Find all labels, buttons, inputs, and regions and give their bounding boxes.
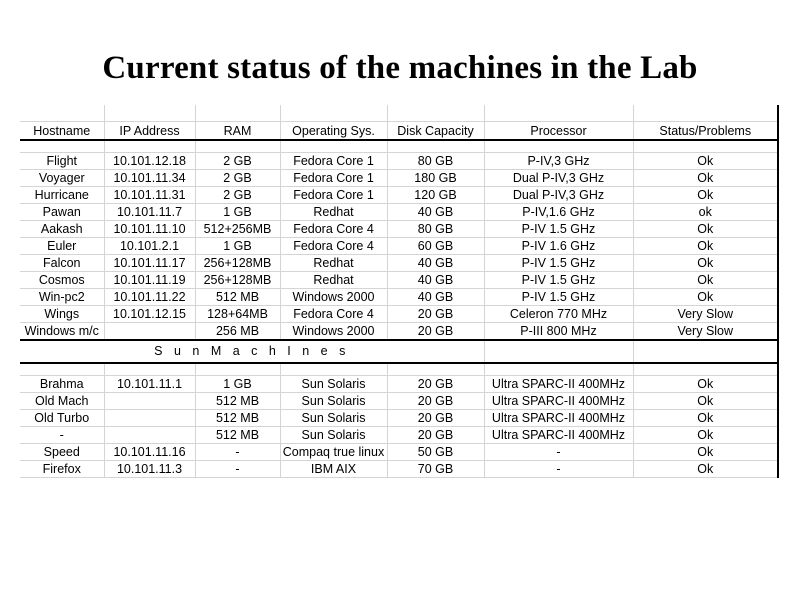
operating-sys-cell: Fedora Core 4	[280, 238, 387, 255]
disk-capacity-cell: 20 GB	[387, 427, 484, 444]
status-cell: Ok	[633, 393, 778, 410]
processor-cell: P-IV 1.5 GHz	[484, 272, 633, 289]
operating-sys-cell: Fedora Core 1	[280, 153, 387, 170]
ip-address-cell: 10.101.11.22	[104, 289, 195, 306]
empty-cell	[195, 363, 280, 376]
empty-cell	[280, 140, 387, 153]
empty-cell	[633, 105, 778, 122]
empty-cell	[484, 140, 633, 153]
operating-sys-cell: Windows 2000	[280, 323, 387, 341]
operating-sys-cell: Fedora Core 4	[280, 221, 387, 238]
ram-cell: 256+128MB	[195, 272, 280, 289]
operating-sys-cell: Sun Solaris	[280, 410, 387, 427]
empty-cell	[280, 363, 387, 376]
ip-address-cell: 10.101.12.18	[104, 153, 195, 170]
hostname-cell: Old Mach	[20, 393, 104, 410]
disk-capacity-cell: 50 GB	[387, 444, 484, 461]
disk-capacity-cell: 40 GB	[387, 272, 484, 289]
disk-capacity-cell: 20 GB	[387, 376, 484, 393]
ip-address-header: IP Address	[104, 122, 195, 141]
processor-cell: Ultra SPARC-II 400MHz	[484, 376, 633, 393]
table-row	[20, 306, 778, 323]
hostname-cell: Flight	[20, 153, 104, 170]
operating-sys-cell: IBM AIX	[280, 461, 387, 478]
hostname-cell: Falcon	[20, 255, 104, 272]
table-row	[20, 272, 778, 289]
ram-header: RAM	[195, 122, 280, 141]
disk-capacity-cell: 80 GB	[387, 221, 484, 238]
disk-capacity-cell: 20 GB	[387, 393, 484, 410]
operating-sys-cell: Windows 2000	[280, 289, 387, 306]
disk-capacity-cell: 80 GB	[387, 153, 484, 170]
status-cell: Very Slow	[633, 323, 778, 341]
ip-address-cell	[104, 427, 195, 444]
table-row	[20, 289, 778, 306]
hostname-cell: Voyager	[20, 170, 104, 187]
empty-cell	[104, 140, 195, 153]
ram-cell: 512+256MB	[195, 221, 280, 238]
status-cell: ok	[633, 204, 778, 221]
ram-cell: -	[195, 461, 280, 478]
hostname-cell: Hurricane	[20, 187, 104, 204]
processor-cell: Ultra SPARC-II 400MHz	[484, 427, 633, 444]
ip-address-cell: 10.101.11.1	[104, 376, 195, 393]
ram-cell: -	[195, 444, 280, 461]
empty-cell	[280, 105, 387, 122]
ram-cell: 128+64MB	[195, 306, 280, 323]
hostname-cell: Firefox	[20, 461, 104, 478]
disk-capacity-cell: 20 GB	[387, 323, 484, 341]
empty-cell	[387, 363, 484, 376]
ram-cell: 512 MB	[195, 289, 280, 306]
status-cell: Ok	[633, 221, 778, 238]
table-row	[20, 255, 778, 272]
processor-cell: Celeron 770 MHz	[484, 306, 633, 323]
operating-sys-cell: Redhat	[280, 255, 387, 272]
empty-cell	[387, 105, 484, 122]
status-cell: Ok	[633, 376, 778, 393]
table-row	[20, 323, 778, 341]
table-row	[20, 444, 778, 461]
ip-address-cell: 10.101.11.10	[104, 221, 195, 238]
hostname-cell: Wings	[20, 306, 104, 323]
disk-capacity-cell: 20 GB	[387, 410, 484, 427]
machines-table	[20, 105, 779, 478]
disk-capacity-cell: 120 GB	[387, 187, 484, 204]
operating-sys-cell: Fedora Core 1	[280, 170, 387, 187]
empty-cell	[633, 140, 778, 153]
disk-capacity-header: Disk Capacity	[387, 122, 484, 141]
processor-cell: P-III 800 MHz	[484, 323, 633, 341]
processor-cell: Dual P-IV,3 GHz	[484, 187, 633, 204]
hostname-cell: Old Turbo	[20, 410, 104, 427]
section-label: S u n M a c h I n e s	[20, 340, 484, 363]
hostname-cell: Pawan	[20, 204, 104, 221]
processor-header: Processor	[484, 122, 633, 141]
processor-cell: -	[484, 461, 633, 478]
ram-cell: 1 GB	[195, 376, 280, 393]
empty-cell	[633, 363, 778, 376]
hostname-cell: Win-pc2	[20, 289, 104, 306]
ram-cell: 512 MB	[195, 393, 280, 410]
disk-capacity-cell: 180 GB	[387, 170, 484, 187]
ram-cell: 2 GB	[195, 187, 280, 204]
processor-cell: Dual P-IV,3 GHz	[484, 170, 633, 187]
section-row	[20, 340, 778, 363]
empty-cell	[20, 140, 104, 153]
operating-sys-cell: Compaq true linux	[280, 444, 387, 461]
status-cell: Ok	[633, 187, 778, 204]
empty-cell	[633, 340, 778, 363]
table-row	[20, 376, 778, 393]
hostname-header: Hostname	[20, 122, 104, 141]
ip-address-cell: 10.101.11.19	[104, 272, 195, 289]
status-header: Status/Problems	[633, 122, 778, 141]
table-row	[20, 153, 778, 170]
ram-cell: 1 GB	[195, 204, 280, 221]
ip-address-cell	[104, 410, 195, 427]
operating-sys-cell: Redhat	[280, 204, 387, 221]
operating-sys-cell: Redhat	[280, 272, 387, 289]
table-row	[20, 461, 778, 478]
hostname-cell: Aakash	[20, 221, 104, 238]
blank-row	[20, 140, 778, 153]
processor-cell: P-IV 1.5 GHz	[484, 255, 633, 272]
status-cell: Ok	[633, 427, 778, 444]
hostname-cell: Brahma	[20, 376, 104, 393]
hostname-cell: -	[20, 427, 104, 444]
disk-capacity-cell: 40 GB	[387, 255, 484, 272]
processor-cell: P-IV 1.5 GHz	[484, 221, 633, 238]
disk-capacity-cell: 40 GB	[387, 204, 484, 221]
empty-cell	[195, 105, 280, 122]
status-cell: Ok	[633, 444, 778, 461]
processor-cell: Ultra SPARC-II 400MHz	[484, 410, 633, 427]
ip-address-cell: 10.101.11.34	[104, 170, 195, 187]
table-row	[20, 238, 778, 255]
table-row	[20, 427, 778, 444]
ram-cell: 1 GB	[195, 238, 280, 255]
empty-cell	[484, 363, 633, 376]
status-cell: Ok	[633, 170, 778, 187]
ip-address-cell: 10.101.11.3	[104, 461, 195, 478]
ram-cell: 2 GB	[195, 153, 280, 170]
processor-cell: P-IV,1.6 GHz	[484, 204, 633, 221]
table-row	[20, 187, 778, 204]
empty-cell	[104, 105, 195, 122]
hostname-cell: Cosmos	[20, 272, 104, 289]
hostname-cell: Speed	[20, 444, 104, 461]
processor-cell: P-IV 1.5 GHz	[484, 289, 633, 306]
empty-cell	[484, 340, 633, 363]
disk-capacity-cell: 40 GB	[387, 289, 484, 306]
table-row	[20, 221, 778, 238]
processor-cell: P-IV,3 GHz	[484, 153, 633, 170]
status-cell: Ok	[633, 289, 778, 306]
operating-sys-cell: Sun Solaris	[280, 376, 387, 393]
hostname-cell: Windows m/c	[20, 323, 104, 341]
ip-address-cell: 10.101.11.16	[104, 444, 195, 461]
operating-sys-cell: Fedora Core 4	[280, 306, 387, 323]
disk-capacity-cell: 20 GB	[387, 306, 484, 323]
ip-address-cell: 10.101.2.1	[104, 238, 195, 255]
status-cell: Ok	[633, 272, 778, 289]
empty-cell	[484, 105, 633, 122]
operating-sys-cell: Fedora Core 1	[280, 187, 387, 204]
operating-sys-header: Operating Sys.	[280, 122, 387, 141]
hostname-cell: Euler	[20, 238, 104, 255]
ip-address-cell: 10.101.11.31	[104, 187, 195, 204]
status-cell: Very Slow	[633, 306, 778, 323]
table-row	[20, 204, 778, 221]
ram-cell: 512 MB	[195, 410, 280, 427]
disk-capacity-cell: 70 GB	[387, 461, 484, 478]
processor-cell: -	[484, 444, 633, 461]
status-cell: Ok	[633, 255, 778, 272]
top-spacer-row	[20, 105, 778, 122]
ip-address-cell	[104, 393, 195, 410]
status-cell: Ok	[633, 238, 778, 255]
table-row	[20, 170, 778, 187]
ram-cell: 256 MB	[195, 323, 280, 341]
empty-cell	[20, 105, 104, 122]
empty-cell	[20, 363, 104, 376]
processor-cell: P-IV 1.6 GHz	[484, 238, 633, 255]
page-title: Current status of the machines in the Lab	[102, 50, 698, 86]
status-cell: Ok	[633, 410, 778, 427]
operating-sys-cell: Sun Solaris	[280, 427, 387, 444]
empty-cell	[387, 140, 484, 153]
header-row	[20, 122, 778, 141]
status-cell: Ok	[633, 461, 778, 478]
disk-capacity-cell: 60 GB	[387, 238, 484, 255]
ip-address-cell: 10.101.12.15	[104, 306, 195, 323]
ip-address-cell: 10.101.11.17	[104, 255, 195, 272]
table-row	[20, 393, 778, 410]
blank-row	[20, 363, 778, 376]
status-cell: Ok	[633, 153, 778, 170]
table-row	[20, 410, 778, 427]
ram-cell: 2 GB	[195, 170, 280, 187]
empty-cell	[195, 140, 280, 153]
ip-address-cell	[104, 323, 195, 341]
processor-cell: Ultra SPARC-II 400MHz	[484, 393, 633, 410]
ram-cell: 256+128MB	[195, 255, 280, 272]
operating-sys-cell: Sun Solaris	[280, 393, 387, 410]
ip-address-cell: 10.101.11.7	[104, 204, 195, 221]
ram-cell: 512 MB	[195, 427, 280, 444]
empty-cell	[104, 363, 195, 376]
